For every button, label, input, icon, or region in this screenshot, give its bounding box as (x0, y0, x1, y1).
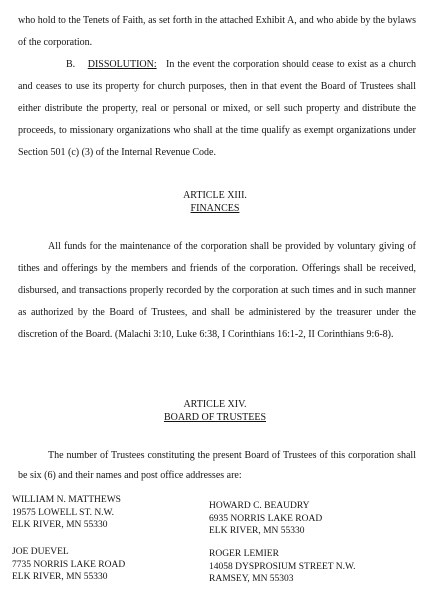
dissolution-paragraph (18, 54, 416, 164)
trustee-address (209, 500, 399, 538)
trustees-paragraph: The number of Trustees constituting the present Board of Trustees of this corporation shall be six (6) and their names and post office addresses are: (18, 450, 416, 481)
trustee-street: 7735 NORRIS LAKE ROAD (12, 559, 126, 570)
trustee-address (12, 546, 202, 584)
trustee-name: JOE DUEVEL (12, 547, 69, 557)
trustee-address (209, 548, 399, 586)
section-letter: B. (66, 59, 76, 70)
trustee-street: 19575 LOWELL ST. N.W. (12, 507, 115, 518)
dissolution-text: In the event the corporation should cease to exist as a church and ceases to use its property for church purposes, then in that event the Board of Trustees shall either distribute the property, real or personal or mixed, or sell such property and distribute the proceeds, to missionary organizations who shall at the time qualify as exempt organizations under Section 501 (c) (3) of the Internal Revenue Code. (18, 59, 417, 158)
dissolution-label: DISSOLUTION: (87, 59, 157, 70)
trustee-name: WILLIAM N. MATTHEWS (12, 495, 121, 505)
trustee-city: RAMSEY, MN 55303 (209, 574, 294, 584)
article-xiii-subtitle: FINANCES (190, 203, 240, 214)
trustee-address (12, 494, 202, 532)
trustee-city: ELK RIVER, MN 55330 (12, 572, 108, 582)
trustee-street: 14058 DYSPROSIUM STREET N.W. (209, 561, 356, 572)
trustee-name: HOWARD C. BEAUDRY (209, 501, 310, 511)
article-xiv-heading (0, 398, 430, 424)
article-xiii-heading (0, 189, 430, 215)
trustee-city: ELK RIVER, MN 55330 (209, 526, 305, 536)
trustee-street: 6935 NORRIS LAKE ROAD (209, 513, 323, 524)
article-xiv-subtitle: BOARD OF TRUSTEES (163, 412, 267, 423)
trustee-city: ELK RIVER, MN 55330 (12, 520, 108, 530)
continued-paragraph: who hold to the Tenets of Faith, as set forth in the attached Exhibit A, and who abide by the bylaws of the corporation. (18, 15, 416, 48)
article-xiv-title: ARTICLE XIV. (183, 399, 247, 410)
finances-paragraph: All funds for the maintenance of the corporation shall be provided by voluntary giving of tithes and offerings by the members and friends of the corporation. Offerings shall be received, disbursed, and transactions properly recorded by the corporation at such times and in such manner as authorized by the Board of Trustees, and shall be administered by the treasurer under the discretion of the Board. (Malachi 3:10, Luke 6:38, I Corinthians 16:1-2, II Corinthians 9:6-8). (18, 241, 416, 340)
trustee-name: ROGER LEMIER (209, 549, 279, 559)
article-xiii-title: ARTICLE XIII. (183, 190, 247, 201)
